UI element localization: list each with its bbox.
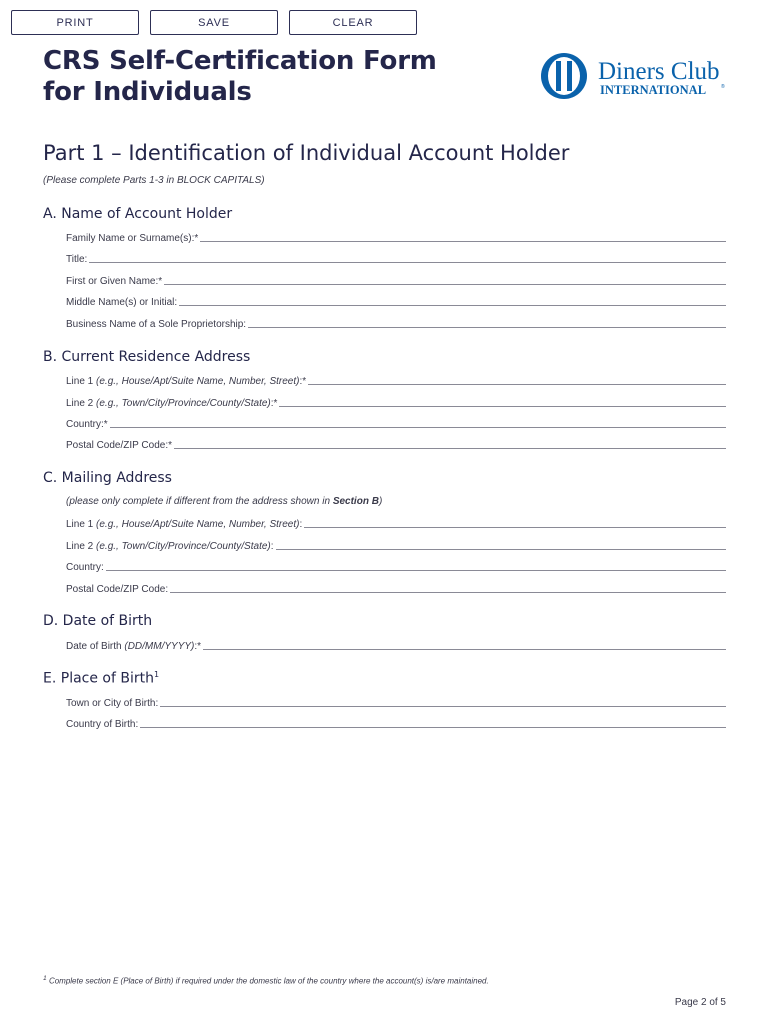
section-e-heading-text: E. Place of Birth [43,670,154,687]
residence-line1-suffix: :* [299,376,307,387]
diners-club-logo-mark [540,52,730,102]
birth-country-field [66,716,726,730]
residence-line1-field [66,373,726,387]
residence-country-field [66,416,726,430]
section-e-footnote-ref: 1 [153,670,160,679]
section-a-heading: A. Name of Account Holder [43,206,233,222]
print-button[interactable]: PRINT [11,10,139,35]
family-name-label: Family Name or Surname(s):* [66,233,199,244]
first-name-input[interactable] [164,284,726,285]
title-label: Title: [66,254,88,265]
birth-country-label: Country of Birth: [66,719,139,730]
residence-line2-hint: (e.g., Town/City/Province/County/State) [96,398,271,409]
section-c-note-bold: Section B [332,496,379,507]
form-title-line1: CRS Self-Certification Form [43,46,437,76]
residence-line1-input[interactable] [308,384,726,385]
dob-hint: (DD/MM/YYYY) [124,641,195,652]
mailing-line1-hint: (e.g., House/Apt/Suite Name, Number, Street) [96,519,300,530]
mailing-line1-suffix: : [299,519,303,530]
mailing-line1-input[interactable] [304,527,726,528]
business-name-input[interactable] [248,327,726,328]
middle-name-label: Middle Name(s) or Initial: [66,297,178,308]
part1-title: Part 1 – Identification of Individual Account Holder [43,141,570,165]
footnote [43,975,489,986]
logo-right-bar [567,61,572,91]
mailing-line1-field [66,516,726,530]
footnote-mark: 1 [43,975,47,982]
section-d-heading: D. Date of Birth [43,613,153,629]
first-name-label: First or Given Name:* [66,276,163,287]
mailing-line2-label [66,541,274,552]
mailing-postal-label: Postal Code/ZIP Code: [66,584,169,595]
family-name-input[interactable] [200,241,726,242]
mailing-postal-input[interactable] [170,592,726,593]
mailing-line1-label [66,519,302,530]
section-e-heading [43,670,159,687]
middle-name-input[interactable] [179,305,726,306]
mailing-line2-suffix: : [270,541,274,552]
birth-town-input[interactable] [160,706,726,707]
first-name-field [66,273,726,287]
diners-club-logo [540,52,730,107]
birth-town-label: Town or City of Birth: [66,698,159,709]
part1-note: (Please complete Parts 1-3 in BLOCK CAPITALS) [43,175,265,186]
residence-postal-label: Postal Code/ZIP Code:* [66,440,172,451]
clear-button[interactable]: CLEAR [289,10,417,35]
logo-left-bar [556,61,561,91]
save-button[interactable]: SAVE [150,10,278,35]
residence-line2-suffix: :* [270,398,278,409]
section-b-heading: B. Current Residence Address [43,349,251,365]
logo-registered-mark: ® [721,84,725,90]
footnote-text: Complete section E (Place of Birth) if required under the domestic law of the country where the account(s) is/are maintained. [48,976,489,986]
page-number: Page 2 of 5 [674,997,726,1008]
mailing-line2-hint: (e.g., Town/City/Province/County/State) [96,541,271,552]
residence-postal-field [66,437,726,451]
residence-line1-label-text: Line 1 [66,376,97,387]
dob-label [66,641,201,652]
logo-inner-ellipse [548,57,580,95]
residence-line2-input[interactable] [279,406,726,407]
residence-country-input[interactable] [110,427,726,428]
birth-country-input[interactable] [140,727,726,728]
residence-line1-label [66,376,306,387]
section-c-note-prefix: (please only complete if different from the address shown in [66,496,333,507]
business-name-field [66,316,726,330]
dob-input[interactable] [203,649,726,650]
residence-postal-input[interactable] [174,448,726,449]
dob-field [66,638,726,652]
birth-town-field [66,695,726,709]
residence-country-label: Country:* [66,419,108,430]
logo-text-line1: Diners Club [598,58,720,85]
section-c-note-suffix: ) [378,496,383,507]
mailing-line2-input[interactable] [276,549,726,550]
residence-line2-label [66,398,277,409]
residence-line1-hint: (e.g., House/Apt/Suite Name, Number, Street) [96,376,300,387]
form-title [43,46,437,108]
mailing-line1-label-text: Line 1 [66,519,97,530]
family-name-field [66,230,726,244]
mailing-country-field [66,559,726,573]
section-c-note [66,496,382,507]
title-input[interactable] [89,262,726,263]
dob-suffix: :* [194,641,202,652]
mailing-line2-field [66,538,726,552]
residence-line2-label-text: Line 2 [66,398,97,409]
mailing-postal-field [66,581,726,595]
mailing-country-label: Country: [66,562,104,573]
mailing-country-input[interactable] [106,570,726,571]
form-title-line2: for Individuals [43,77,252,107]
business-name-label: Business Name of a Sole Proprietorship: [66,319,247,330]
middle-name-field [66,294,726,308]
title-field [66,251,726,265]
mailing-line2-label-text: Line 2 [66,541,97,552]
dob-label-text: Date of Birth [66,641,125,652]
section-c-heading: C. Mailing Address [43,470,172,486]
residence-line2-field [66,395,726,409]
logo-text-line2: INTERNATIONAL [600,83,707,97]
